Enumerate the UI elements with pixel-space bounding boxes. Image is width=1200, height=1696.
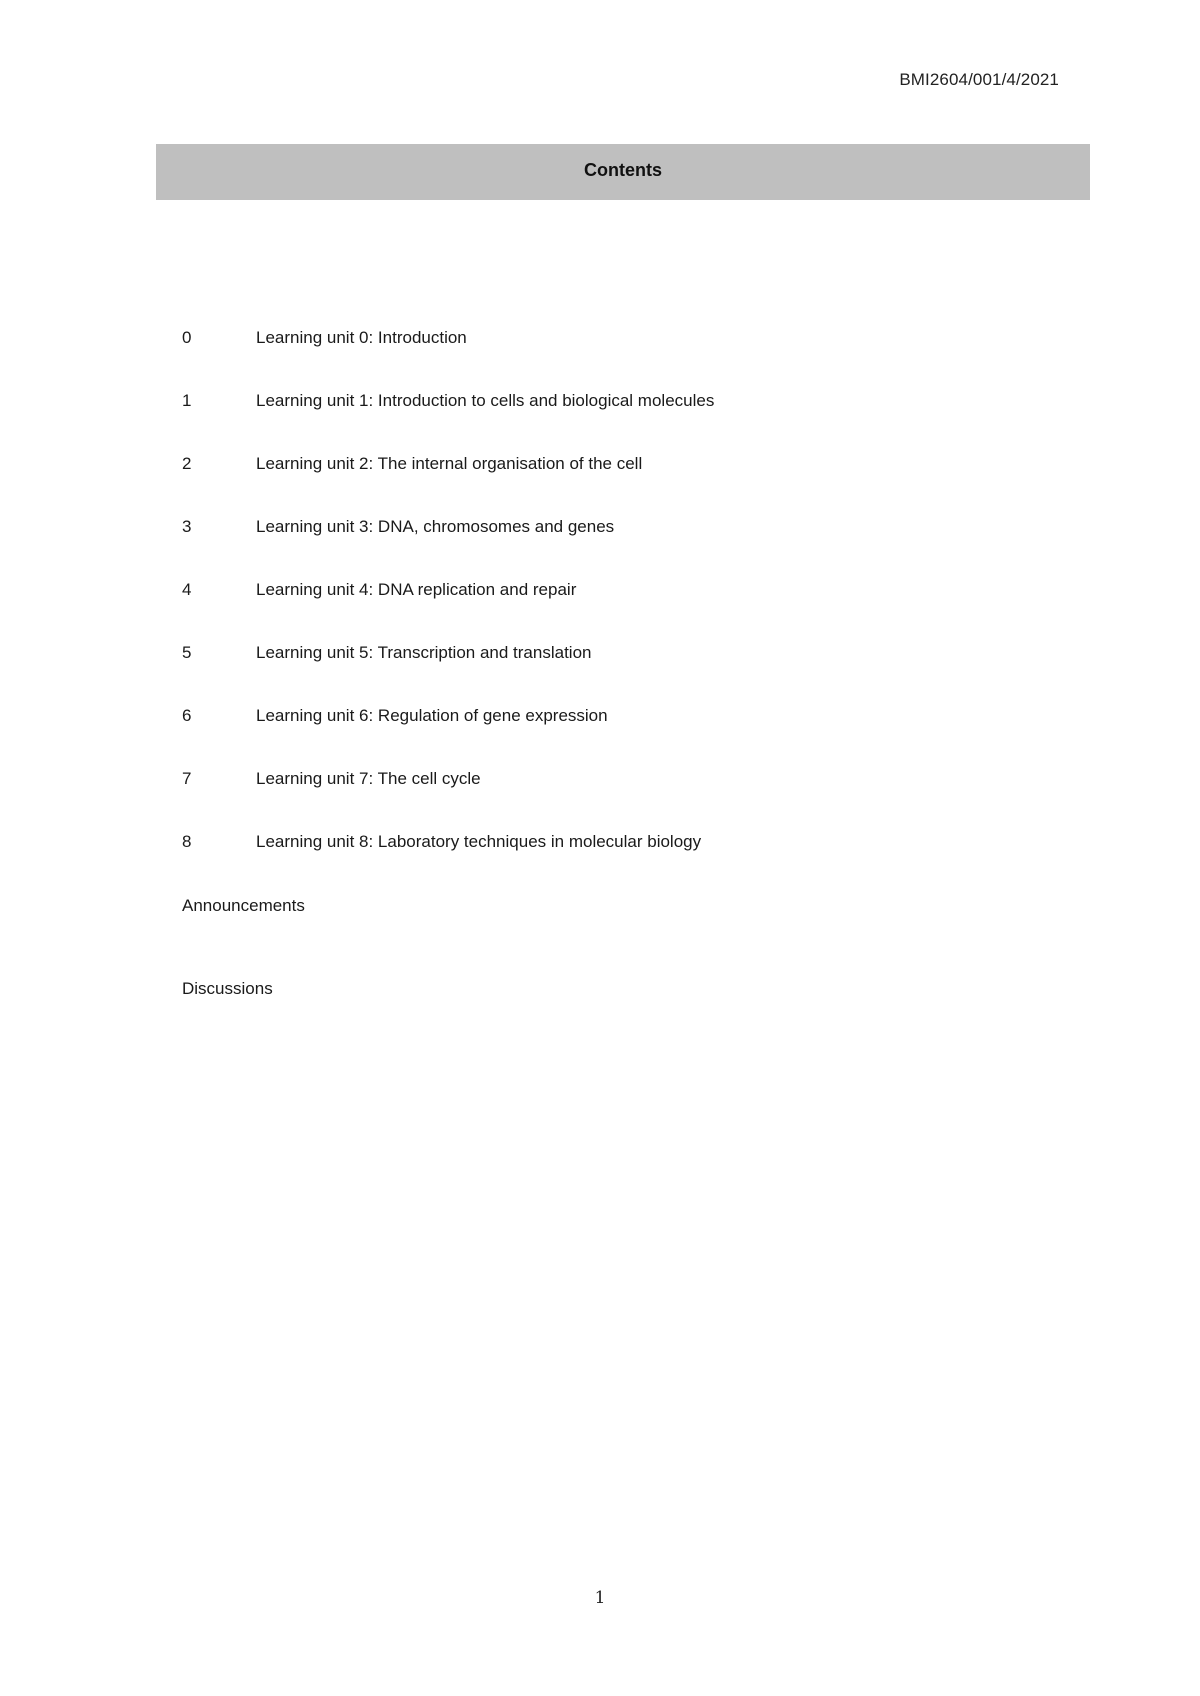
contents-banner — [156, 144, 1090, 200]
toc-item-number: 5 — [182, 643, 192, 662]
toc-item-0[interactable] — [182, 326, 1062, 389]
toc-item-number: 0 — [182, 328, 192, 347]
toc-item-label[interactable]: Learning unit 7: The cell cycle — [256, 769, 481, 788]
toc-item-label[interactable]: Learning unit 1: Introduction to cells and biological molecules — [256, 391, 715, 410]
toc-item-1[interactable] — [182, 389, 1062, 452]
toc-item-8[interactable] — [182, 830, 1062, 893]
toc-item-discussions[interactable]: Discussions — [182, 979, 273, 998]
toc-item-5[interactable] — [182, 641, 1062, 704]
table-of-contents — [182, 326, 1062, 893]
toc-item-number: 2 — [182, 454, 192, 473]
toc-item-label[interactable]: Learning unit 4: DNA replication and repair — [256, 580, 577, 599]
toc-item-number: 4 — [182, 580, 192, 599]
contents-title: Contents — [584, 159, 662, 180]
toc-item-label[interactable]: Learning unit 5: Transcription and translation — [256, 643, 592, 662]
toc-item-label[interactable]: Learning unit 0: Introduction — [256, 328, 467, 347]
toc-item-label[interactable]: Learning unit 2: The internal organisation of the cell — [256, 454, 643, 473]
toc-item-number: 6 — [182, 706, 192, 725]
toc-item-label[interactable]: Learning unit 3: DNA, chromosomes and genes — [256, 517, 615, 536]
toc-item-number: 3 — [182, 517, 192, 536]
toc-item-3[interactable] — [182, 515, 1062, 578]
toc-item-number: 8 — [182, 832, 192, 851]
toc-item-4[interactable] — [182, 578, 1062, 641]
toc-item-2[interactable] — [182, 452, 1062, 515]
toc-item-label[interactable]: Learning unit 6: Regulation of gene expression — [256, 706, 608, 725]
toc-item-number: 7 — [182, 769, 192, 788]
toc-item-number: 1 — [182, 391, 192, 410]
page-number: 1 — [594, 1588, 606, 1608]
toc-item-label[interactable]: Learning unit 8: Laboratory techniques in molecular biology — [256, 832, 702, 851]
document-code: BMI2604/001/4/2021 — [899, 70, 1059, 89]
toc-item-announcements[interactable]: Announcements — [182, 896, 305, 915]
toc-item-6[interactable] — [182, 704, 1062, 767]
toc-item-7[interactable] — [182, 767, 1062, 830]
